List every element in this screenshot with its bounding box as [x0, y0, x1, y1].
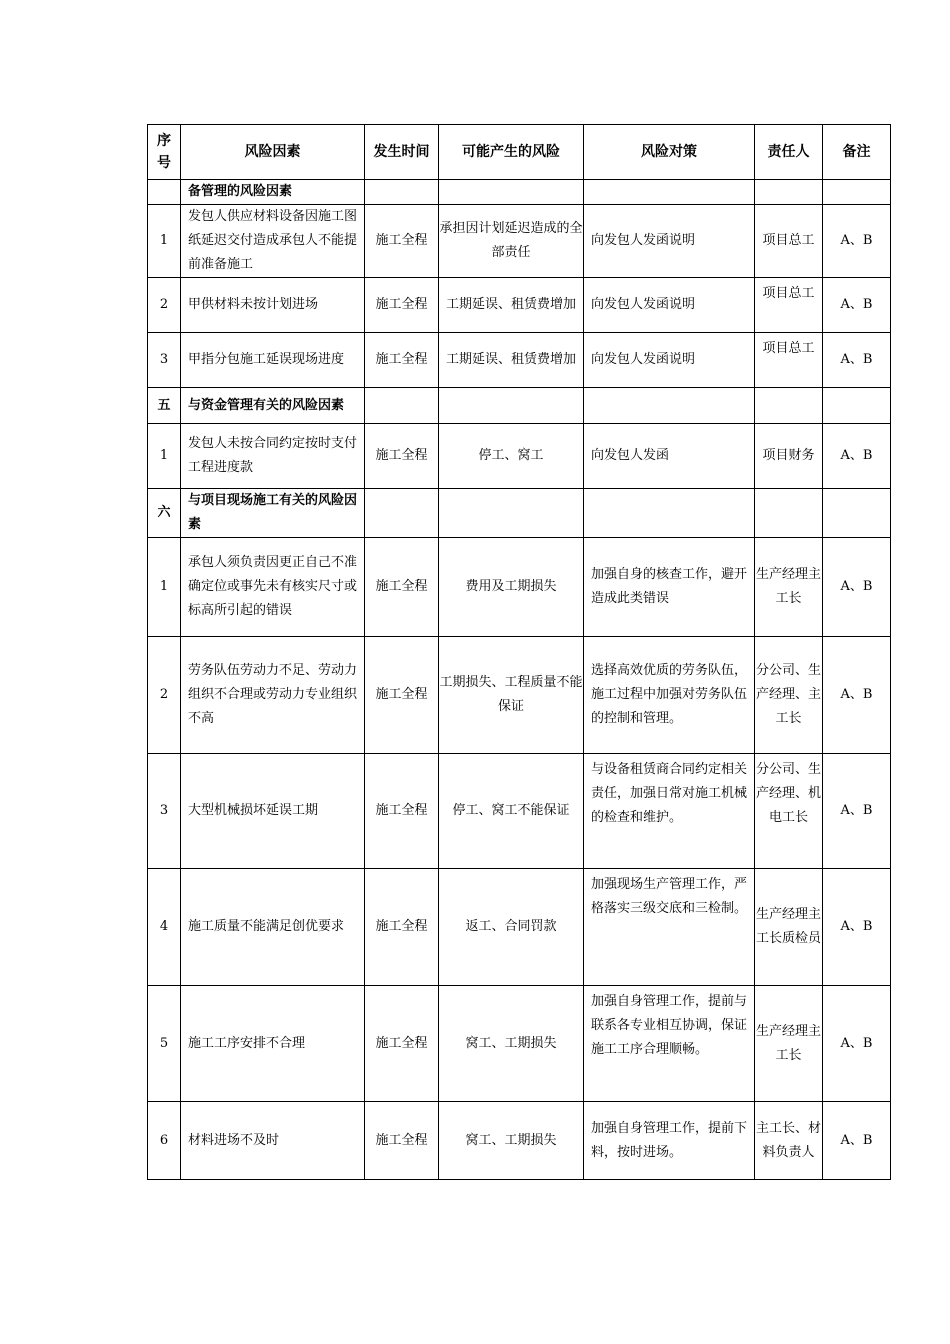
row-time: 施工全程: [365, 278, 439, 333]
row-seq: 2: [148, 637, 181, 754]
row-note: A、B: [823, 538, 891, 637]
row-owner: 项目总工: [755, 333, 823, 388]
row-time: 施工全程: [365, 754, 439, 869]
row-note: A、B: [823, 333, 891, 388]
table-row: [148, 538, 891, 637]
table-row: [148, 424, 891, 489]
row-factor: 甲供材料未按计划进场: [181, 278, 365, 333]
table-row: [148, 278, 891, 333]
section-seq: [148, 180, 181, 205]
row-owner: 项目总工: [755, 278, 823, 333]
risk-table: [147, 124, 891, 1180]
row-time: 施工全程: [365, 424, 439, 489]
row-measure: 向发包人发函: [584, 424, 755, 489]
row-owner: 分公司、生产经理、主工长: [755, 637, 823, 754]
row-risk: 返工、合同罚款: [439, 869, 584, 986]
section-title: 备管理的风险因素: [181, 180, 365, 205]
section-row: [148, 489, 891, 538]
row-seq: 3: [148, 333, 181, 388]
row-seq: 2: [148, 278, 181, 333]
row-factor: 材料进场不及时: [181, 1102, 365, 1180]
header-seq: 序号: [148, 125, 181, 180]
row-risk: 停工、窝工不能保证: [439, 754, 584, 869]
row-time: 施工全程: [365, 333, 439, 388]
row-seq: 4: [148, 869, 181, 986]
row-owner: 项目财务: [755, 424, 823, 489]
row-factor: 发包人供应材料设备因施工图纸延迟交付造成承包人不能提前准备施工: [181, 205, 365, 278]
row-risk: 工期损失、工程质量不能保证: [439, 637, 584, 754]
row-note: A、B: [823, 869, 891, 986]
row-factor: 施工质量不能满足创优要求: [181, 869, 365, 986]
row-risk: 承担因计划延迟造成的全部责任: [439, 205, 584, 278]
section-row: [148, 388, 891, 424]
header-factor: 风险因素: [181, 125, 365, 180]
row-measure: 加强现场生产管理工作，严格落实三级交底和三检制。: [584, 869, 755, 986]
table-row: [148, 754, 891, 869]
row-risk: 停工、窝工: [439, 424, 584, 489]
row-seq: 5: [148, 986, 181, 1102]
table-row: [148, 637, 891, 754]
row-measure: 加强自身管理工作，提前下料，按时进场。: [584, 1102, 755, 1180]
row-risk: 窝工、工期损失: [439, 1102, 584, 1180]
row-seq: 3: [148, 754, 181, 869]
row-factor: 劳务队伍劳动力不足、劳动力组织不合理或劳动力专业组织不高: [181, 637, 365, 754]
row-seq: 6: [148, 1102, 181, 1180]
row-seq: 1: [148, 205, 181, 278]
row-factor: 承包人须负责因更正自己不准确定位或事先未有核实尺寸或标高所引起的错误: [181, 538, 365, 637]
row-time: 施工全程: [365, 205, 439, 278]
row-owner: 主工长、材料负责人: [755, 1102, 823, 1180]
section-seq: 五: [148, 388, 181, 424]
row-measure: 向发包人发函说明: [584, 333, 755, 388]
row-note: A、B: [823, 1102, 891, 1180]
row-owner: 项目总工: [755, 205, 823, 278]
row-time: 施工全程: [365, 869, 439, 986]
row-measure: 选择高效优质的劳务队伍，施工过程中加强对劳务队伍的控制和管理。: [584, 637, 755, 754]
row-owner: 生产经理主工长: [755, 986, 823, 1102]
row-time: 施工全程: [365, 637, 439, 754]
row-seq: 1: [148, 424, 181, 489]
section-title: 与项目现场施工有关的风险因素: [181, 489, 365, 538]
row-factor: 大型机械损坏延误工期: [181, 754, 365, 869]
table-row: [148, 205, 891, 278]
row-note: A、B: [823, 278, 891, 333]
header-measure: 风险对策: [584, 125, 755, 180]
row-note: A、B: [823, 754, 891, 869]
row-owner: 生产经理主工长质检员: [755, 869, 823, 986]
table-row: [148, 1102, 891, 1180]
row-measure: 向发包人发函说明: [584, 205, 755, 278]
row-note: A、B: [823, 637, 891, 754]
table-row: [148, 986, 891, 1102]
row-risk: 工期延误、租赁费增加: [439, 278, 584, 333]
row-measure: 与设备租赁商合同约定相关责任，加强日常对施工机械的检查和维护。: [584, 754, 755, 869]
row-measure: 向发包人发函说明: [584, 278, 755, 333]
header-note: 备注: [823, 125, 891, 180]
header-row: [148, 125, 891, 180]
row-time: 施工全程: [365, 538, 439, 637]
row-risk: 费用及工期损失: [439, 538, 584, 637]
section-title: 与资金管理有关的风险因素: [181, 388, 365, 424]
row-factor: 发包人未按合同约定按时支付工程进度款: [181, 424, 365, 489]
section-row: [148, 180, 891, 205]
header-risk: 可能产生的风险: [439, 125, 584, 180]
row-note: A、B: [823, 986, 891, 1102]
row-owner: 生产经理主工长: [755, 538, 823, 637]
row-risk: 窝工、工期损失: [439, 986, 584, 1102]
header-owner: 责任人: [755, 125, 823, 180]
row-owner: 分公司、生产经理、机电工长: [755, 754, 823, 869]
row-risk: 工期延误、租赁费增加: [439, 333, 584, 388]
row-time: 施工全程: [365, 1102, 439, 1180]
row-seq: 1: [148, 538, 181, 637]
row-note: A、B: [823, 424, 891, 489]
table-row: [148, 333, 891, 388]
row-note: A、B: [823, 205, 891, 278]
section-seq: 六: [148, 489, 181, 538]
row-time: 施工全程: [365, 986, 439, 1102]
header-time: 发生时间: [365, 125, 439, 180]
table-row: [148, 869, 891, 986]
row-measure: 加强自身的核查工作，避开造成此类错误: [584, 538, 755, 637]
row-factor: 施工工序安排不合理: [181, 986, 365, 1102]
row-measure: 加强自身管理工作，提前与联系各专业相互协调，保证施工工序合理顺畅。: [584, 986, 755, 1102]
row-factor: 甲指分包施工延误现场进度: [181, 333, 365, 388]
